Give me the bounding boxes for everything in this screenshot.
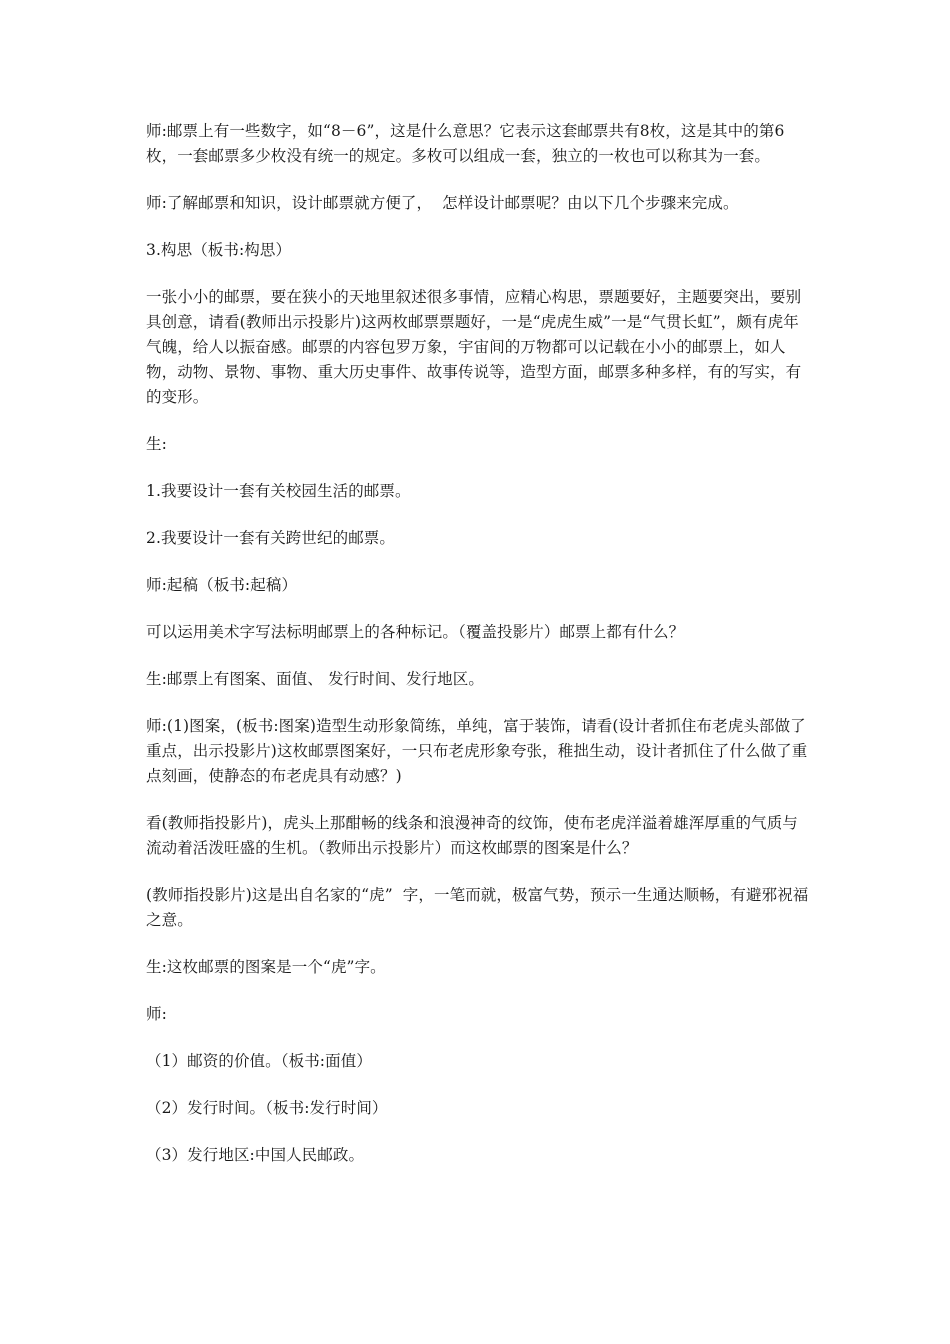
document-body [146,119,810,1190]
speaker-label: 师: [146,1005,167,1023]
paragraph: 可以运用美术字写法标明邮票上的各种标记。（覆盖投影片）邮票上都有什么？ [146,623,685,641]
paragraph: 师:(1)图案，(板书:图案)造型生动形象简练，单纯，富于装饰，请看(设计者抓住布老虎头部做了重点，出示投影片)这枚邮票图案好，一只布老虎形象夸张，稚拙生动，设计者抓住了什么做了重点刻画，使静态的布老虎具有动感？) [146,717,808,785]
list-item: （1）邮资的价值。（板书:面值） [146,1052,372,1070]
paragraph: 看(教师指投影片)，虎头上那酣畅的线条和浪漫神奇的纹饰，使布老虎洋溢着雄浑厚重的气质与流动着活泼旺盛的生机。（教师出示投影片）而这枚邮票的图案是什么？ [146,814,798,857]
list-item: （2）发行时间。（板书:发行时间） [146,1099,388,1117]
list-item: 1.我要设计一套有关校园生活的邮票。 [146,482,411,500]
paragraph: 生:这枚邮票的图案是一个“虎”字。 [146,958,386,976]
list-item: 2.我要设计一套有关跨世纪的邮票。 [146,529,395,547]
list-item: （3）发行地区:中国人民邮政。 [146,1146,365,1164]
paragraph: (教师指投影片)这是出自名家的“虎” 字，一笔而就，极富气势，预示一生通达顺畅，有避邪祝福之意。 [146,886,809,929]
paragraph: 师:邮票上有一些数字，如“8－6”，这是什么意思？它表示这套邮票共有8枚，这是其中的第6枚，一套邮票多少枚没有统一的规定。多枚可以组成一套，独立的一枚也可以称其为一套。 [146,122,785,165]
paragraph: 师:起稿（板书:起稿） [146,576,298,594]
paragraph: 师:了解邮票和知识，设计邮票就方便了， 怎样设计邮票呢？由以下几个步骤来完成。 [146,194,739,212]
paragraph: 一张小小的邮票，要在狭小的天地里叙述很多事情，应精心构思，票题要好，主题要突出，要别具创意，请看(教师出示投影片)这两枚邮票票题好，一是“虎虎生威”一是“气贯长虹”，颇有虎年气魄，给人以振奋感。邮票的内容包罗万象，宇宙间的万物都可以记载在小小的邮票上，如人物，动物、景物、事物、重大历史事件、故事传说等，造型方面，邮票多种多样，有的写实，有的变形。 [146,288,802,406]
paragraph: 生:邮票上有图案、面值、 发行时间、发行地区。 [146,670,484,688]
section-heading: 3.构思（板书:构思） [146,241,292,259]
speaker-label: 生: [146,435,167,453]
